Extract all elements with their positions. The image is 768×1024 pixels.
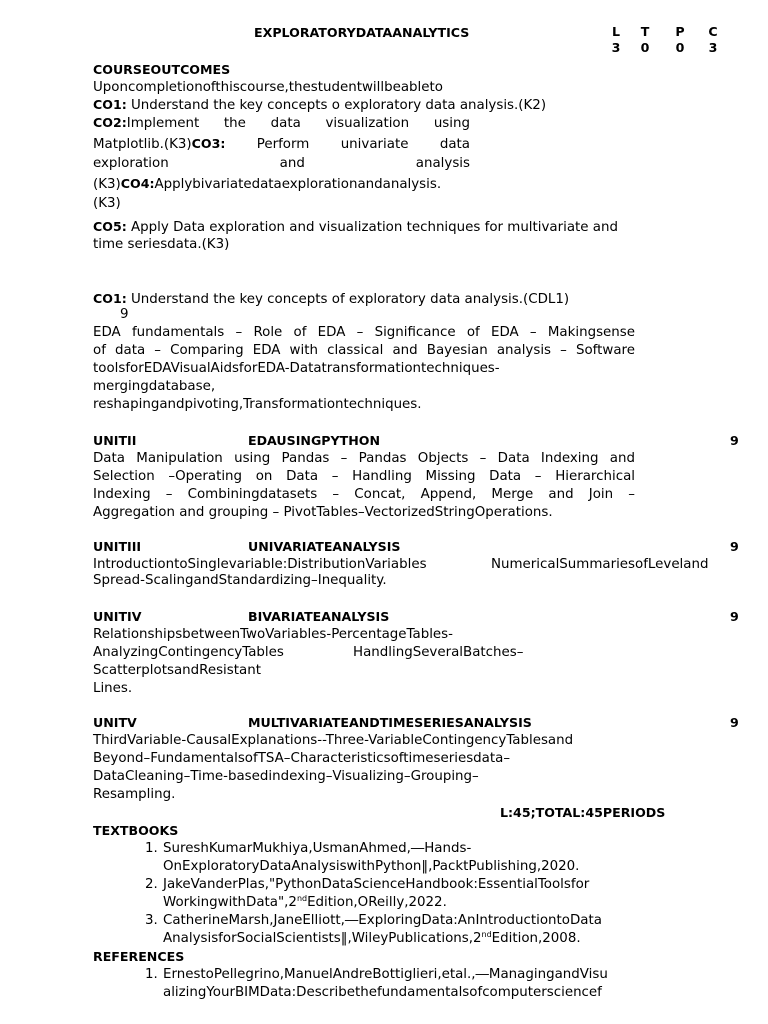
unit3-line-2: Spread-ScalingandStandardizing–Inequality.	[93, 573, 387, 588]
unit4-label: UNITIV	[93, 609, 142, 624]
unit1-line-1: EDA fundamentals – Role of EDA – Significance of EDA – Makingsense	[93, 325, 635, 340]
unit3-line-1b: NumericalSummariesofLeveland	[491, 557, 709, 572]
unit2-line-3: Indexing – Combiningdatasets – Concat, Append, Merge and Join –	[93, 487, 635, 502]
co4-line: (K3)CO4:Applybivariatedataexplorationandanalysis.	[93, 176, 442, 192]
unit2-hours: 9	[730, 433, 739, 448]
unit1-line-4: mergingdatabase,	[93, 379, 216, 394]
textbook-item: 2. JakeVanderPlas,"PythonDataScienceHandbook:EssentialToolsfor WorkingwithData",2ndEdition,OReilly,2022.	[145, 877, 590, 910]
co4-level: (K3)	[93, 196, 121, 211]
unit5-line-4: Resampling.	[93, 787, 176, 802]
co3-line-2: exploration and analysis	[93, 156, 470, 171]
co5-line-2: time seriesdata.(K3)	[93, 237, 230, 252]
unit4-line-3: ScatterplotsandResistant	[93, 663, 261, 678]
textbook-item: 1. SureshKumarMukhiya,UsmanAhmed,―Hands- OnExploratoryDataAnalysiswithPython‖,PacktPublishing,2020.	[145, 841, 580, 874]
textbook-item: 3. CatherineMarsh,JaneElliott,―ExploringData:AnIntroductiontoData AnalysisforSocialScientists‖,WileyPublications,2ndEdition,2008.	[145, 913, 602, 946]
unit1-line-2: of data – Comparing EDA with classical and Bayesian analysis – Software	[93, 343, 635, 358]
unit2-line-2: Selection –Operating on Data – Handling Missing Data – Hierarchical	[93, 469, 635, 484]
co2-line: CO2:Implement the data visualization using	[93, 115, 470, 131]
course-outcomes-heading: COURSEOUTCOMES	[93, 62, 231, 77]
unit5-line-3: DataCleaning–Time-basedindexing–Visualizing–Grouping–	[93, 769, 479, 784]
unit3-label: UNITIII	[93, 539, 142, 554]
co1-line: CO1: Understand the key concepts o exploratory data analysis.(K2)	[93, 97, 547, 113]
textbooks-list	[145, 840, 602, 948]
unit1-line-5: reshapingandpivoting,Transformationtechniques.	[93, 397, 422, 412]
ltpc-c: C 3	[708, 24, 718, 55]
unit3-hours: 9	[730, 539, 739, 554]
unit5-line-2: Beyond–FundamentalsofTSA–Characteristicsoftimeseriesdata–	[93, 751, 511, 766]
unit5-hours: 9	[730, 715, 739, 730]
unit2-title: EDAUSINGPYTHON	[248, 433, 381, 448]
unit4-hours: 9	[730, 609, 739, 624]
reference-item: 1. ErnestoPellegrino,ManuelAndreBottiglieri,etal.,―ManagingandVisu alizingYourBIMData:Describethefundamentalsofcomputersciencef	[145, 967, 608, 1000]
unit4-line-1: RelationshipsbetweenTwoVariables-PercentageTables-	[93, 627, 453, 642]
unit1-heading: CO1: Understand the key concepts of exploratory data analysis.(CDL1)	[93, 291, 570, 307]
unit4-line-2b: HandlingSeveralBatches–	[353, 645, 524, 660]
unit4-title: BIVARIATEANALYSIS	[248, 609, 390, 624]
unit2-line-1: Data Manipulation using Pandas – Pandas Objects – Data Indexing and	[93, 451, 635, 466]
ltpc-l: L 3	[611, 24, 621, 55]
total-periods: L:45;TOTAL:45PERIODS	[500, 805, 666, 820]
unit5-label: UNITV	[93, 715, 137, 730]
unit3-title: UNIVARIATEANALYSIS	[248, 539, 401, 554]
unit4-line-4: Lines.	[93, 681, 133, 696]
ltpc-p: P 0	[675, 24, 685, 55]
unit5-title: MULTIVARIATEANDTIMESERIESANALYSIS	[248, 715, 532, 730]
unit1-line-3: toolsforEDAVisualAidsforEDA-Datatransformationtechniques-	[93, 361, 500, 376]
unit2-line-4: Aggregation and grouping – PivotTables–VectorizedStringOperations.	[93, 505, 553, 520]
unit5-line-1: ThirdVariable-CausalExplanations--Three-VariableContingencyTablesand	[93, 733, 574, 748]
outcomes-intro: Uponcompletionofthiscourse,thestudentwillbeableto	[93, 80, 443, 95]
ltpc-t: T 0	[640, 24, 650, 55]
unit2-label: UNITII	[93, 433, 137, 448]
references-list	[145, 966, 608, 1002]
co5-line: CO5: Apply Data exploration and visualization techniques for multivariate and	[93, 219, 618, 235]
textbooks-heading: TEXTBOOKS	[93, 823, 179, 838]
unit1-hours: 9	[120, 307, 129, 322]
co3-line: Matplotlib.(K3)CO3: Perform univariate data	[93, 136, 470, 152]
references-heading: REFERENCES	[93, 949, 185, 964]
course-title: EXPLORATORYDATAANALYTICS	[254, 25, 470, 40]
unit4-line-2a: AnalyzingContingencyTables	[93, 645, 284, 660]
unit3-line-1a: IntroductiontoSinglevariable:DistributionVariables	[93, 557, 427, 572]
